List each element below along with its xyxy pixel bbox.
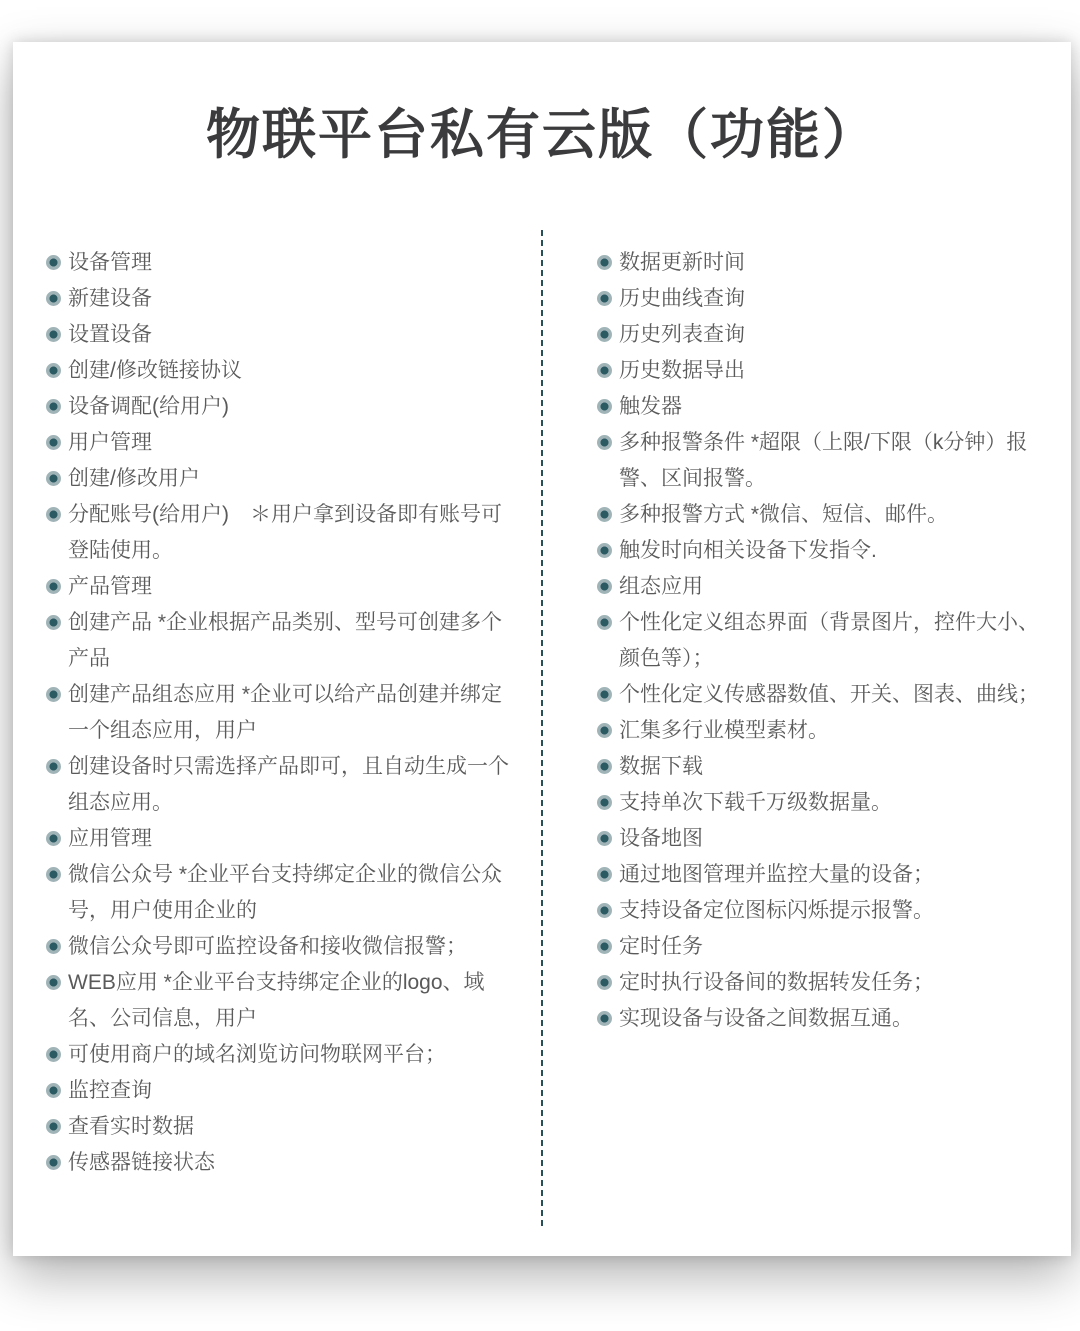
list-item [597, 821, 1059, 857]
target-dot-bullet-icon [46, 1047, 61, 1062]
target-dot-bullet-icon [46, 759, 61, 774]
list-item-text: 实现设备与设备之间数据互通。 [619, 1007, 913, 1030]
target-dot-bullet-icon [46, 615, 61, 630]
target-dot-bullet-icon [597, 903, 612, 918]
list-item [46, 353, 518, 389]
list-item [597, 677, 1059, 713]
list-item-text: 创建设备时只需选择产品即可，且自动生成一个组态应用。 [68, 755, 509, 814]
target-dot-bullet-icon [597, 939, 612, 954]
target-dot-bullet-icon [46, 975, 61, 990]
page-card [13, 42, 1071, 1256]
target-dot-bullet-icon [46, 255, 61, 270]
list-item-text: 组态应用 [619, 575, 703, 598]
target-dot-bullet-icon [597, 327, 612, 342]
target-dot-bullet-icon [46, 507, 61, 522]
list-item-text: 用户管理 [68, 431, 152, 454]
list-item [597, 425, 1059, 497]
list-item [46, 929, 518, 965]
list-item-text: 监控查询 [68, 1079, 152, 1102]
list-item-text: 数据下载 [619, 755, 703, 778]
list-item-text: 定时任务 [619, 935, 703, 958]
target-dot-bullet-icon [597, 867, 612, 882]
list-item [46, 425, 518, 461]
list-item [597, 497, 1059, 533]
list-item-text: 数据更新时间 [619, 251, 745, 274]
list-item [46, 1037, 518, 1073]
target-dot-bullet-icon [46, 363, 61, 378]
list-item [597, 245, 1059, 281]
list-item-text: 定时执行设备间的数据转发任务； [619, 971, 934, 994]
list-item-text: 创建产品 *企业根据产品类别、型号可创建多个产品 [68, 611, 503, 670]
target-dot-bullet-icon [597, 615, 612, 630]
list-item-text: 历史列表查询 [619, 323, 745, 346]
list-item [46, 677, 518, 749]
list-item-text: 分配账号(给用户) ＊用户拿到设备即有账号可登陆使用。 [68, 503, 502, 562]
target-dot-bullet-icon [46, 435, 61, 450]
target-dot-bullet-icon [597, 723, 612, 738]
list-item-text: 历史曲线查询 [619, 287, 745, 310]
list-item-text: 多种报警方式 *微信、短信、邮件。 [619, 503, 949, 526]
list-item-text: 创建/修改用户 [68, 467, 200, 490]
list-item [597, 713, 1059, 749]
list-item [597, 353, 1059, 389]
list-item [597, 317, 1059, 353]
target-dot-bullet-icon [46, 1083, 61, 1098]
target-dot-bullet-icon [46, 471, 61, 486]
target-dot-bullet-icon [597, 975, 612, 990]
list-item [46, 605, 518, 677]
list-item-text: 应用管理 [68, 827, 152, 850]
column-divider [541, 230, 543, 1226]
target-dot-bullet-icon [46, 579, 61, 594]
list-item-text: 汇集多行业模型素材。 [619, 719, 829, 742]
target-dot-bullet-icon [597, 507, 612, 522]
list-item-text: 创建/修改链接协议 [68, 359, 242, 382]
list-item-text: 触发器 [619, 395, 682, 418]
list-item [46, 821, 518, 857]
list-item [597, 929, 1059, 965]
feature-columns [13, 42, 1071, 1256]
list-item-text: 个性化定义传感器数值、开关、图表、曲线； [619, 683, 1039, 706]
list-item-text: 可使用商户的域名浏览访问物联网平台； [68, 1043, 446, 1066]
target-dot-bullet-icon [597, 759, 612, 774]
list-item-text: 支持单次下载千万级数据量。 [619, 791, 892, 814]
target-dot-bullet-icon [46, 399, 61, 414]
list-item-text: 多种报警条件 *超限（上限/下限（k分钟）报警、区间报警。 [619, 431, 1028, 490]
list-item-text: 传感器链接状态 [68, 1151, 215, 1174]
list-item [597, 965, 1059, 1001]
list-item [46, 1109, 518, 1145]
list-item [597, 893, 1059, 929]
list-item [597, 281, 1059, 317]
list-item-text: 微信公众号即可监控设备和接收微信报警； [68, 935, 467, 958]
target-dot-bullet-icon [597, 399, 612, 414]
list-item-text: 设备管理 [68, 251, 152, 274]
list-item [597, 1001, 1059, 1037]
target-dot-bullet-icon [46, 291, 61, 306]
list-item [597, 605, 1059, 677]
list-item [597, 749, 1059, 785]
list-item [46, 245, 518, 281]
target-dot-bullet-icon [597, 687, 612, 702]
list-item [46, 389, 518, 425]
list-item [46, 857, 518, 929]
list-item-text: 查看实时数据 [68, 1115, 194, 1138]
list-item [597, 857, 1059, 893]
target-dot-bullet-icon [46, 831, 61, 846]
list-item-text: WEB应用 *企业平台支持绑定企业的logo、域名、公司信息，用户 [68, 971, 485, 1030]
list-item-text: 个性化定义组态界面（背景图片，控件大小、颜色等）； [619, 611, 1039, 670]
list-item-text: 产品管理 [68, 575, 152, 598]
list-item-text: 微信公众号 *企业平台支持绑定企业的微信公众号，用户使用企业的 [68, 863, 503, 922]
list-item-text: 新建设备 [68, 287, 152, 310]
list-item-text: 设备调配(给用户) [68, 395, 229, 418]
target-dot-bullet-icon [46, 1155, 61, 1170]
page-title: 物联平台私有云版（功能） [206, 105, 878, 165]
list-item [46, 965, 518, 1037]
list-item [597, 785, 1059, 821]
list-item [46, 281, 518, 317]
list-item [46, 749, 518, 821]
list-item [597, 533, 1059, 569]
target-dot-bullet-icon [597, 831, 612, 846]
feature-list-left [46, 245, 518, 1181]
target-dot-bullet-icon [597, 435, 612, 450]
list-item-text: 创建产品组态应用 *企业可以给产品创建并绑定一个组态应用，用户 [68, 683, 503, 742]
list-item-text: 支持设备定位图标闪烁提示报警。 [619, 899, 934, 922]
target-dot-bullet-icon [46, 939, 61, 954]
target-dot-bullet-icon [597, 255, 612, 270]
target-dot-bullet-icon [597, 543, 612, 558]
list-item-text: 通过地图管理并监控大量的设备； [619, 863, 934, 886]
list-item-text: 触发时向相关设备下发指令. [619, 539, 877, 562]
list-item-text: 设备地图 [619, 827, 703, 850]
list-item [597, 389, 1059, 425]
feature-list-right [597, 245, 1059, 1037]
list-item [46, 1145, 518, 1181]
target-dot-bullet-icon [46, 327, 61, 342]
list-item [46, 317, 518, 353]
target-dot-bullet-icon [46, 1119, 61, 1134]
target-dot-bullet-icon [597, 579, 612, 594]
target-dot-bullet-icon [597, 291, 612, 306]
target-dot-bullet-icon [597, 1011, 612, 1026]
list-item-text: 历史数据导出 [619, 359, 745, 382]
list-item-text: 设置设备 [68, 323, 152, 346]
list-item [46, 1073, 518, 1109]
target-dot-bullet-icon [597, 363, 612, 378]
list-item [46, 497, 518, 569]
list-item [46, 569, 518, 605]
target-dot-bullet-icon [597, 795, 612, 810]
target-dot-bullet-icon [46, 867, 61, 882]
list-item [46, 461, 518, 497]
target-dot-bullet-icon [46, 687, 61, 702]
list-item [597, 569, 1059, 605]
